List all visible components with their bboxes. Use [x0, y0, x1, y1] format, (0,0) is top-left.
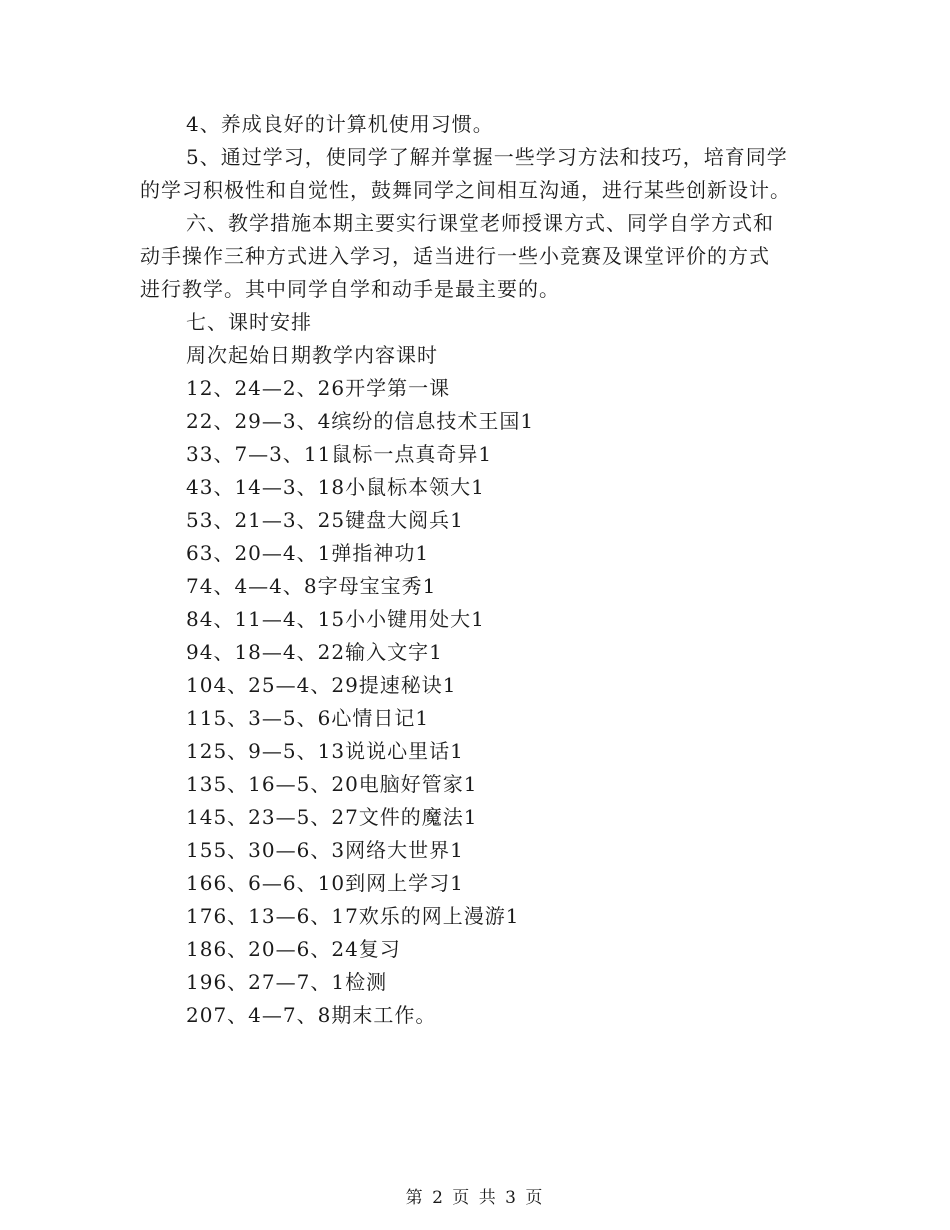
paragraph-item-5-line-1: 5、通过学习，使同学了解并掌握一些学习方法和技巧，培育同学: [186, 145, 788, 169]
schedule-row: 84、11—4、15小小键用处大1: [186, 607, 485, 631]
schedule-row: 207、4—7、8期末工作。: [186, 1003, 437, 1027]
page-number-footer: 第 2 页 共 3 页: [405, 1188, 545, 1208]
schedule-row: 33、7—3、11鼠标一点真奇异1: [186, 442, 493, 466]
paragraph-item-5-line-2: 的学习积极性和自觉性，鼓舞同学之间相互沟通，进行某些创新设计。: [140, 178, 791, 202]
paragraph-section-6-line-3: 进行教学。其中同学自学和动手是最主要的。: [140, 277, 560, 301]
schedule-row: 196、27—7、1检测: [186, 970, 388, 994]
schedule-row: 94、18—4、22输入文字1: [186, 640, 443, 664]
schedule-row: 186、20—6、24复习: [186, 937, 401, 961]
paragraph-section-6-line-2: 动手操作三种方式进入学习，适当进行一些小竞赛及课堂评价的方式: [140, 244, 770, 268]
schedule-row: 176、13—6、17欢乐的网上漫游1: [186, 904, 520, 928]
schedule-header: 周次起始日期教学内容课时: [186, 343, 438, 367]
schedule-row: 74、4—4、8字母宝宝秀1: [186, 574, 437, 598]
schedule-row: 125、9—5、13说说心里话1: [186, 739, 464, 763]
schedule-row: 166、6—6、10到网上学习1: [186, 871, 464, 895]
schedule-row: 135、16—5、20电脑好管家1: [186, 772, 478, 796]
schedule-row: 104、25—4、29提速秘诀1: [186, 673, 457, 697]
schedule-row: 43、14—3、18小鼠标本领大1: [186, 475, 485, 499]
document-body: [140, 108, 820, 1032]
section-7-heading: 七、课时安排: [186, 310, 312, 334]
paragraph-item-4: 4、养成良好的计算机使用习惯。: [186, 112, 494, 136]
schedule-list: [140, 372, 820, 1032]
schedule-row: 12、24—2、26开学第一课: [186, 376, 451, 400]
paragraph-section-6-line-1: 六、教学措施本期主要实行课堂老师授课方式、同学自学方式和: [186, 211, 774, 235]
schedule-row: 115、3—5、6心情日记1: [186, 706, 430, 730]
schedule-row: 63、20—4、1弹指神功1: [186, 541, 430, 565]
schedule-row: 155、30—6、3网络大世界1: [186, 838, 464, 862]
schedule-row: 53、21—3、25键盘大阅兵1: [186, 508, 464, 532]
schedule-row: 145、23—5、27文件的魔法1: [186, 805, 478, 829]
schedule-row: 22、29—3、4缤纷的信息技术王国1: [186, 409, 535, 433]
